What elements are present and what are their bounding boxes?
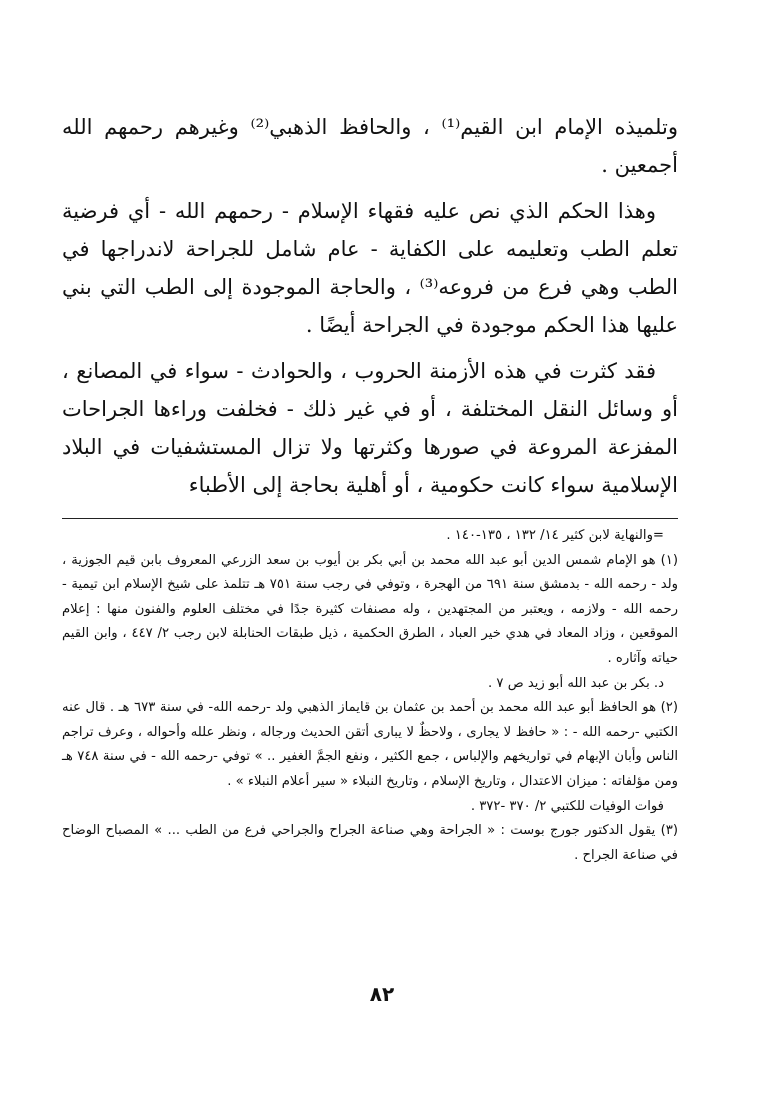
footnote-2: (٢) هو الحافظ أبو عبد الله محمد بن أحمد بن عثمان بن قايماز الذهبي ولد -رحمه الله- في سنة ٦٧٣ هـ . قال عنه الكتبي -رحمه الله - : « حافظ لا يجارى ، ولاحظٌ لا يبارى أتقن الحديث ورجاله ، ونظر علله وأحواله ، وعرف تراجم الناس وأبان الإبهام في تواريخهم والإلباس ، جمع الكثير ، ونفع الجمَّ الغفير .. » توفي -رحمه الله - في سنة ٧٤٨ هـ ومن مؤلفاته : ميزان الاعتدال ، وتاريخ الإسلام ، وتاريخ النبلاء « سير أعلام النبلاء » .: [62, 700, 678, 789]
paragraph-2: وهذا الحكم الذي نص عليه فقهاء الإسلام - رحمهم الله - أي فرضية تعلم الطب وتعليمه على الكفاية - عام شامل للجراحة لاندراجها في الطب وهي فرع من فروعه⁽³⁾ ، والحاجة الموجودة إلى الطب التي بني عليها هذا الحكم موجودة في الجراحة أيضًا .: [62, 199, 678, 337]
footnote-separator: [62, 518, 678, 519]
page-number: ٨٢: [369, 982, 395, 1006]
main-text: [62, 108, 678, 512]
footnote-2-reference: فوات الوفيات للكتبي ٢/ ٣٧٠ -٣٧٢ .: [470, 798, 664, 814]
footnotes: [62, 524, 678, 868]
footnote-1: (١) هو الإمام شمس الدين أبو عبد الله محمد بن أبي بكر بن أيوب بن سعد الزرعي المعروف بابن قيم الجوزية ، ولد - رحمه الله - بدمشق سنة ٦٩١ من الهجرة ، وتوفي في رجب سنة ٧٥١ هـ تتلمذ على شيخ الإسلام ابن تيمية - رحمه الله - ولازمه ، ويعتبر من المجتهدين ، وله مصنفات كثيرة جدًا في مختلف العلوم والفنون منها : إعلام الموقعين ، وزاد المعاد في هدي خير العباد ، الطرق الحكمية ، ذيل طبقات الحنابلة لابن رجب ٢/ ٤٤٧ ، وابن القيم حياته وآثاره .: [62, 552, 678, 666]
footnote-1-reference: د. بكر بن عبد الله أبو زيد ص ٧ .: [488, 675, 664, 691]
footnote-continuation: =والنهاية لابن كثير ١٤/ ١٣٢ ، ١٣٥-١٤٠ .: [446, 528, 664, 543]
paragraph-3: فقد كثرت في هذه الأزمنة الحروب ، والحوادث - سواء في المصانع ، أو وسائل النقل المختلفة ، أو في غير ذلك - فخلفت وراءها الجراحات المفزعة المروعة في صورها وكثرتها ولا تزال المستشفيات في البلاد الإسلامية سواء كانت حكومية ، أو أهلية بحاجة إلى الأطباء: [62, 359, 678, 497]
paragraph-1: وتلميذه الإمام ابن القيم⁽¹⁾ ، والحافظ الذهبي⁽²⁾ وغيرهم رحمهم الله أجمعين .: [62, 115, 678, 177]
footnote-3: (٣) يقول الدكتور جورج بوست : « الجراحة وهي صناعة الجراح والجراحي فرع من الطب ... » المصباح الوضاح في صناعة الجراح .: [62, 823, 678, 863]
